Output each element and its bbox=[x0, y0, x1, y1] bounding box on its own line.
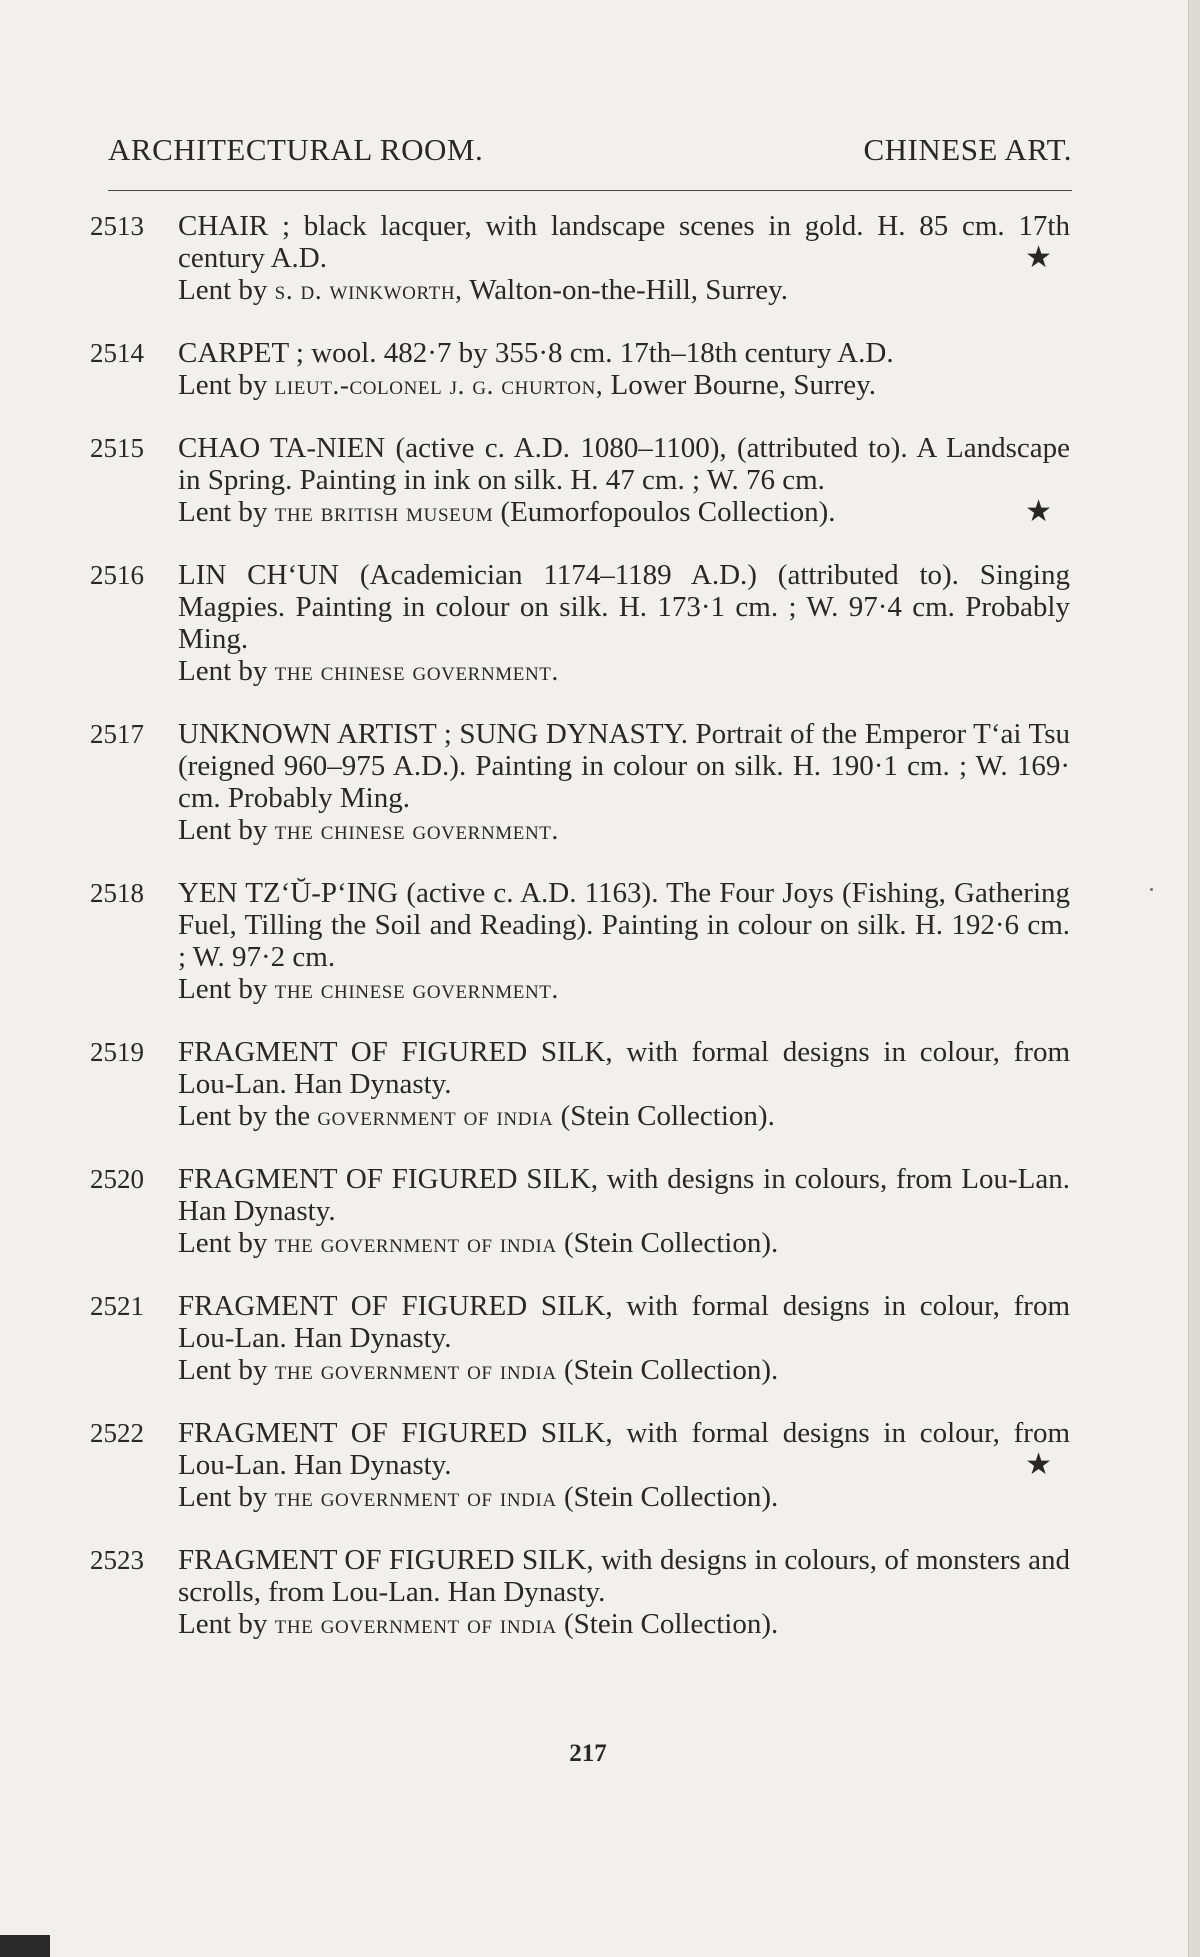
catalogue-entry bbox=[90, 1163, 1070, 1259]
catalogue-entry bbox=[90, 1417, 1070, 1513]
entry-description: YEN TZ‘Ŭ-P‘ING (active c. A.D. 1163). The Four Joys (Fishing, Gathering Fuel, Tilling the Soil and Reading). Painting in colour on silk. H. 192·6 cm. ; W. 97·2 cm. bbox=[178, 877, 1070, 973]
entry-description: CARPET ; wool. 482·7 by 355·8 cm. 17th–18th century A.D. bbox=[178, 337, 894, 369]
entry-number: 2521 bbox=[90, 1291, 144, 1321]
catalogue-entry bbox=[90, 1544, 1070, 1640]
page-number: 217 bbox=[569, 1740, 607, 1767]
entry-lender: Lent by s. d. winkworth, Walton-on-the-Hill, Surrey. bbox=[178, 274, 788, 306]
entry-lender: Lent by the government of india (Stein Collection). bbox=[178, 1227, 779, 1259]
paper-speck bbox=[1150, 888, 1153, 891]
entry-lender: Lent by the chinese government. bbox=[178, 655, 559, 687]
entry-number: 2515 bbox=[90, 433, 144, 463]
entry-description: FRAGMENT OF FIGURED SILK, with designs in colours, from Lou-Lan. Han Dynasty. bbox=[178, 1163, 1070, 1227]
entry-lender: Lent by the government of india (Stein Collection). bbox=[178, 1100, 775, 1132]
entry-description: FRAGMENT OF FIGURED SILK, with formal designs in colour, from Lou-Lan. Han Dynasty. bbox=[178, 1036, 1070, 1100]
entry-description: CHAIR ; black lacquer, with landscape scenes in gold. H. 85 cm. 17th century A.D. bbox=[178, 210, 1070, 274]
catalogue-entry bbox=[90, 432, 1070, 528]
catalogue-entry bbox=[90, 337, 1070, 401]
catalogue-entry bbox=[90, 1036, 1070, 1132]
entry-number: 2522 bbox=[90, 1418, 144, 1448]
entry-number: 2519 bbox=[90, 1037, 144, 1067]
catalogue-entry bbox=[90, 210, 1070, 306]
entry-lender: Lent by the government of india (Stein Collection). bbox=[178, 1481, 779, 1513]
catalogue-entries bbox=[90, 210, 1070, 1671]
entry-description: UNKNOWN ARTIST ; SUNG DYNASTY. Portrait of the Emperor T‘ai Tsu (reigned 960–975 A.D.). Painting in colour on silk. H. 190·1 cm. ; W. 169· cm. Probably Ming. bbox=[178, 718, 1070, 814]
entry-lender: Lent by the government of india (Stein Collection). bbox=[178, 1608, 779, 1640]
star-icon: ★ bbox=[1025, 1448, 1052, 1481]
entry-description: FRAGMENT OF FIGURED SILK, with formal designs in colour, from Lou-Lan. Han Dynasty. bbox=[178, 1417, 1070, 1481]
running-header bbox=[108, 132, 1072, 168]
entry-lender: Lent by the government of india (Stein Collection). bbox=[178, 1354, 779, 1386]
scan-edge-strip bbox=[0, 1935, 50, 1957]
entry-lender: Lent by lieut.-colonel j. g. churton, Lower Bourne, Surrey. bbox=[178, 369, 877, 401]
entry-lender: Lent by the chinese government. bbox=[178, 973, 559, 1005]
catalogue-entry bbox=[90, 718, 1070, 846]
entry-number: 2516 bbox=[90, 560, 144, 590]
header-section-right: CHINESE ART. bbox=[863, 132, 1072, 167]
entry-description: FRAGMENT OF FIGURED SILK, with designs in colours, of monsters and scrolls, from Lou-Lan. Han Dynasty. bbox=[178, 1544, 1070, 1608]
entry-number: 2513 bbox=[90, 211, 144, 241]
entry-number: 2514 bbox=[90, 338, 144, 368]
header-section-left: ARCHITECTURAL ROOM. bbox=[108, 132, 484, 167]
header-rule bbox=[108, 190, 1072, 191]
catalogue-entry bbox=[90, 877, 1070, 1005]
entry-description: FRAGMENT OF FIGURED SILK, with formal designs in colour, from Lou-Lan. Han Dynasty. bbox=[178, 1290, 1070, 1354]
entry-number: 2517 bbox=[90, 719, 144, 749]
entry-lender: Lent by the chinese government. bbox=[178, 814, 559, 846]
entry-description: CHAO TA-NIEN (active c. A.D. 1080–1100), (attributed to). A Landscape in Spring. Painting in ink on silk. H. 47 cm. ; W. 76 cm. bbox=[178, 432, 1070, 496]
catalogue-entry bbox=[90, 1290, 1070, 1386]
catalogue-entry bbox=[90, 559, 1070, 687]
entry-number: 2523 bbox=[90, 1545, 144, 1575]
star-icon: ★ bbox=[1025, 241, 1052, 274]
entry-number: 2520 bbox=[90, 1164, 144, 1194]
entry-number: 2518 bbox=[90, 878, 144, 908]
star-icon: ★ bbox=[1025, 495, 1052, 528]
entry-lender: Lent by the british museum (Eumorfopoulos Collection). bbox=[178, 496, 836, 528]
entry-description: LIN CH‘UN (Academician 1174–1189 A.D.) (attributed to). Singing Magpies. Painting in colour on silk. H. 173·1 cm. ; W. 97·4 cm. Probably Ming. bbox=[178, 559, 1070, 655]
